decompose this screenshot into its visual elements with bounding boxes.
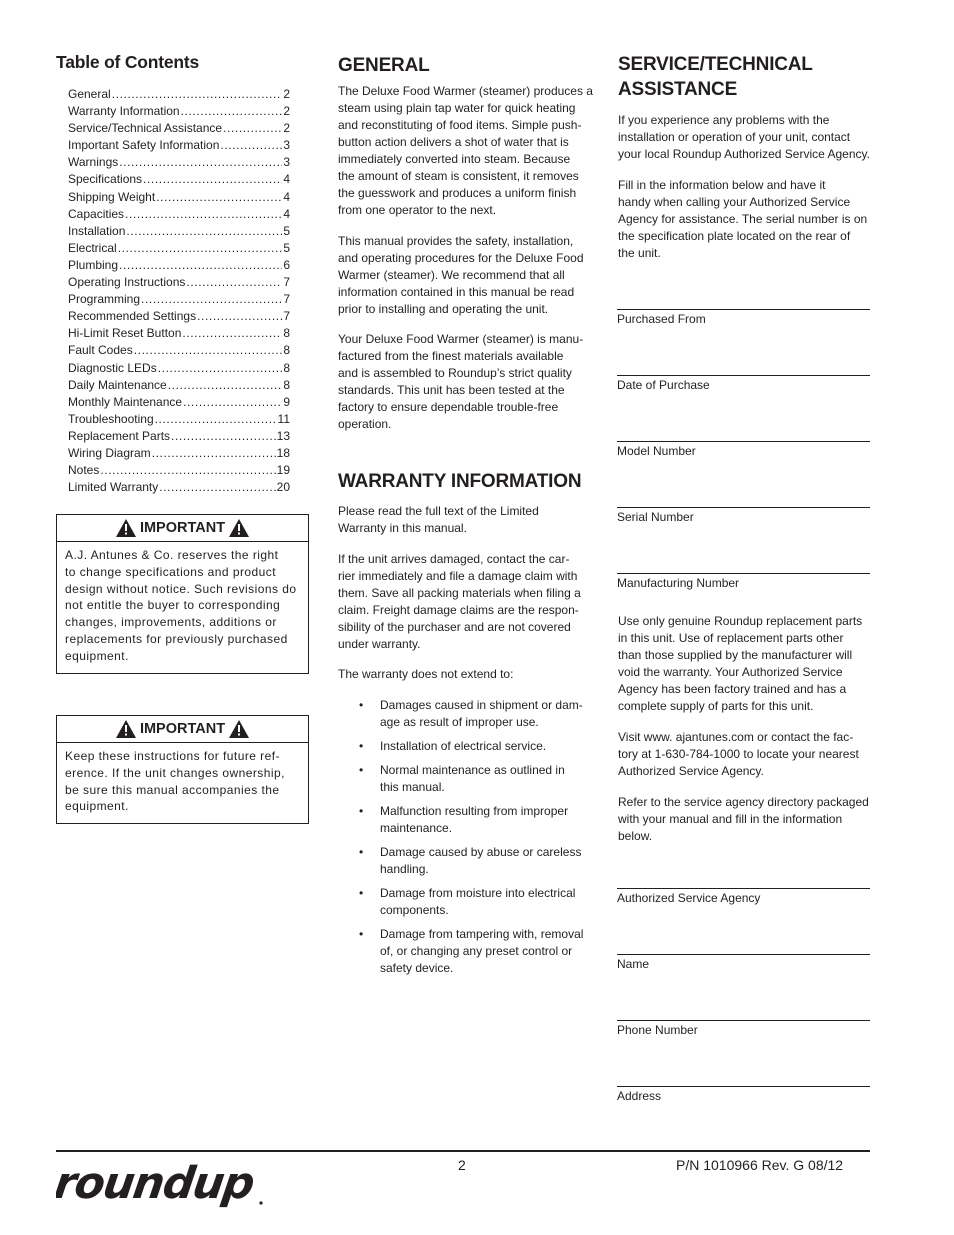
fill-in-field[interactable] — [617, 375, 870, 392]
toc-entry — [68, 325, 290, 342]
warranty-heading: WARRANTY INFORMATION — [338, 471, 582, 492]
fill-in-field[interactable] — [617, 1020, 870, 1037]
toc-leader-dots — [112, 86, 283, 103]
toc-leader-dots — [223, 120, 282, 137]
text-line: standards. This unit has been tested at the — [338, 383, 565, 397]
warranty-paragraph-2 — [338, 551, 581, 653]
field-label: Model Number — [617, 444, 696, 458]
list-item — [338, 697, 590, 731]
text-line: prior to installing and operating the unit. — [338, 302, 549, 316]
toc-leader-dots — [168, 377, 283, 394]
warning-icon — [229, 519, 249, 537]
text-line: • Damage from tampering with, removal — [380, 927, 584, 941]
text-line: to change specifications and product — [65, 564, 276, 579]
part-number: P/N 1010966 Rev. G 08/12 — [676, 1157, 844, 1173]
toc-entry-label: Diagnostic LEDs — [68, 360, 157, 375]
service-heading-line-1: SERVICE/TECHNICAL — [618, 54, 813, 75]
text-line: Warranty in this manual. — [338, 521, 467, 535]
toc-entry-label: Daily Maintenance — [68, 377, 167, 392]
general-paragraph-3 — [338, 331, 583, 433]
text-line: be sure this manual accompanies the — [65, 782, 280, 797]
toc-leader-dots — [158, 360, 283, 377]
toc-entry-page: 3 — [283, 138, 290, 153]
general-paragraph-2 — [338, 233, 584, 318]
toc-entry-label: Fault Codes — [68, 343, 133, 358]
warranty-paragraph-3 — [338, 666, 513, 683]
toc-leader-dots — [183, 394, 282, 411]
text-line: • Normal maintenance as outlined in — [380, 763, 565, 777]
toc-leader-dots — [126, 223, 282, 240]
toc-entry — [68, 377, 290, 394]
toc-entry-page: 11 — [277, 411, 290, 426]
toc-entry-page: 4 — [283, 206, 290, 221]
toc-leader-dots — [171, 428, 276, 445]
important-body — [57, 542, 308, 673]
service-paragraph-1 — [618, 112, 870, 163]
toc-entry-label: Notes — [68, 463, 100, 478]
text-line: information contained in this manual be read — [338, 285, 575, 299]
toc-entry-page: 20 — [276, 480, 290, 495]
toc-entry-label: Capacities — [68, 206, 125, 221]
text-line: • Malfunction resulting from improper — [380, 804, 569, 818]
toc-leader-dots — [186, 274, 282, 291]
toc-entry-label: General — [68, 87, 111, 101]
toc-entry-label: Warranty Information — [68, 104, 180, 119]
toc-entry-label: Installation — [68, 223, 126, 238]
text-line: erence. If the unit changes ownership, — [65, 765, 285, 780]
toc-entry-label: Warnings — [68, 155, 119, 170]
text-line: under warranty. — [338, 637, 421, 651]
toc-leader-dots — [182, 325, 282, 342]
fill-in-field[interactable] — [617, 309, 870, 326]
text-line: button action delivers a shot of water that is — [338, 135, 569, 149]
text-line: • Damage caused by abuse or careless — [380, 845, 582, 859]
warranty-paragraph-1 — [338, 503, 539, 537]
toc-entry-page: 8 — [283, 343, 290, 358]
text-line: the guesswork and produces a uniform finish — [338, 186, 577, 200]
text-line: changes, improvements, additions or — [65, 615, 277, 630]
toc-entry-label: Replacement Parts — [68, 428, 171, 443]
service-heading — [618, 52, 813, 102]
toc-title: Table of Contents — [56, 52, 200, 72]
field-label: Date of Purchase — [617, 378, 710, 392]
toc-entry-page: 2 — [283, 121, 290, 136]
text-line: tory at 1-630-784-1000 to locate your nearest — [618, 747, 859, 761]
toc-entry — [68, 360, 290, 377]
service-paragraph-2 — [618, 177, 867, 262]
toc-entry — [68, 86, 290, 103]
toc-entry-page: 3 — [283, 155, 290, 170]
text-line: void the warranty. Your Authorized Service — [618, 665, 843, 679]
text-line: equipment. — [65, 799, 129, 814]
text-line: immediately converted into steam. Because — [338, 152, 571, 166]
toc-entry-page: 8 — [283, 326, 290, 341]
toc-entry-label: Recommended Settings — [68, 309, 197, 324]
service-paragraph-4 — [618, 729, 859, 780]
important-heading: IMPORTANT — [139, 721, 226, 737]
list-item — [338, 762, 590, 796]
warning-icon — [116, 519, 136, 537]
text-line: installation or operation of your unit, contact — [618, 130, 851, 144]
text-line: and reconstituting of food items. Simple push- — [338, 118, 582, 132]
general-heading: GENERAL — [338, 55, 430, 76]
text-line: Visit www. ajantunes.com or contact the fac- — [618, 730, 854, 744]
text-line: Fill in the information below and have it — [618, 178, 826, 192]
toc-leader-dots — [156, 189, 282, 206]
general-paragraph-1 — [338, 83, 593, 219]
warning-icon — [116, 720, 136, 738]
fill-in-field[interactable] — [617, 1086, 870, 1103]
text-line: handling. — [380, 862, 429, 876]
toc-entry-label: Plumbing — [68, 257, 119, 272]
text-line: Agency for assistance. The serial number is on — [618, 212, 868, 226]
text-line: If you experience any problems with the — [618, 113, 830, 127]
toc-entry-page: 13 — [276, 428, 290, 443]
toc-entry — [68, 189, 290, 206]
field-label: Purchased From — [617, 312, 706, 326]
text-line: and operating procedures for the Deluxe Food — [338, 251, 584, 265]
text-line: • Damages caused in shipment or dam- — [380, 698, 583, 712]
field-label: Serial Number — [617, 510, 694, 524]
toc-entry — [68, 223, 290, 240]
toc-entry — [68, 291, 290, 308]
toc-entry-label: Important Safety Information — [68, 138, 220, 153]
toc-leader-dots — [155, 411, 277, 428]
list-item — [338, 926, 590, 977]
field-label: Manufacturing Number — [617, 576, 740, 590]
text-line: Warmer (steamer). We recommend that all — [338, 268, 565, 282]
toc-leader-dots — [134, 342, 283, 359]
toc-entry-page: 5 — [283, 240, 290, 255]
toc-entry-page: 8 — [283, 377, 290, 392]
text-line: The warranty does not extend to: — [338, 667, 514, 681]
service-paragraph-3 — [618, 613, 862, 715]
text-line: Authorized Service Agency. — [618, 764, 764, 778]
text-line: this manual. — [380, 780, 445, 794]
text-line: the amount of steam is consistent, it removes — [338, 169, 579, 183]
text-line: rier immediately and file a damage claim with — [338, 569, 578, 583]
important-body — [57, 743, 308, 823]
toc-entry-label: Shipping Weight — [68, 189, 156, 204]
page-number: 2 — [458, 1157, 466, 1173]
text-line: than those supplied by the manufacturer will — [618, 648, 853, 662]
text-line: in this unit. Use of replacement parts other — [618, 631, 844, 645]
important-notice-1 — [56, 514, 309, 674]
list-item — [338, 844, 590, 878]
text-line: Use only genuine Roundup replacement parts — [618, 614, 863, 628]
toc-leader-dots — [119, 257, 282, 274]
toc-entry-page: 18 — [276, 445, 290, 460]
service-paragraph-5 — [618, 794, 869, 845]
text-line: handy when calling your Authorized Service — [618, 195, 851, 209]
toc-entry-label: Programming — [68, 292, 141, 307]
text-line: claim. Freight damage claims are the respon- — [338, 603, 579, 617]
toc-entry — [68, 171, 290, 188]
field-label: Name — [617, 957, 650, 971]
important-header — [57, 515, 308, 542]
warning-icon — [229, 720, 249, 738]
text-line: Your Deluxe Food Warmer (steamer) is manu- — [338, 332, 584, 346]
toc-entry-label: Troubleshooting — [68, 411, 154, 426]
text-line: replacements for previously purchased — [65, 631, 288, 646]
text-line: The Deluxe Food Warmer (steamer) produces a — [338, 84, 593, 98]
toc-entry-page: 7 — [283, 309, 290, 324]
toc-entry-page: 7 — [283, 292, 290, 307]
toc-leader-dots — [181, 103, 283, 120]
toc-entry — [68, 257, 290, 274]
service-heading-line-2: ASSISTANCE — [618, 79, 738, 100]
toc-entry-label: Service/Technical Assistance — [68, 121, 223, 136]
text-line: factory to ensure dependable trouble-free — [338, 400, 559, 414]
toc-entry-page: 2 — [283, 104, 290, 119]
toc-entry-page: 4 — [283, 172, 290, 187]
text-line: the specification plate located on the rear of — [618, 229, 851, 243]
text-line: maintenance. — [380, 821, 453, 835]
toc-leader-dots — [119, 154, 282, 171]
toc-entry-label: Hi-Limit Reset Button — [68, 326, 182, 341]
toc-entry — [68, 342, 290, 359]
toc-entry — [68, 308, 290, 325]
toc-entry-page: 4 — [283, 189, 290, 204]
text-line: with your manual and fill in the information — [618, 812, 843, 826]
toc-entry-page: 7 — [283, 275, 290, 290]
list-item — [338, 803, 590, 837]
toc-entry-label: Specifications — [68, 172, 143, 187]
text-line: A.J. Antunes & Co. reserves the right — [65, 548, 279, 562]
toc-entry-page: 19 — [276, 463, 290, 478]
fill-in-field[interactable] — [617, 573, 870, 590]
toc-leader-dots — [141, 291, 282, 308]
toc-entry-label: Monthly Maintenance — [68, 394, 183, 409]
toc-leader-dots — [220, 137, 282, 154]
text-line: If the unit arrives damaged, contact the car- — [338, 552, 570, 566]
text-line: and is assembled to Roundup’s strict quality — [338, 366, 572, 380]
footer-rule — [56, 1150, 870, 1152]
text-line: • Installation of electrical service. — [380, 739, 547, 753]
text-line: age as result of improper use. — [380, 715, 539, 729]
text-line: not entitle the buyer to corresponding — [65, 598, 281, 613]
toc-entry — [68, 394, 290, 411]
text-line: components. — [380, 903, 449, 917]
text-line: equipment. — [65, 648, 129, 663]
toc-entry — [68, 462, 290, 479]
toc-entry — [68, 137, 290, 154]
text-line: Please read the full text of the Limited — [338, 504, 539, 518]
text-line: Agency has been factory trained and has a — [618, 682, 847, 696]
toc-entry-label: Operating Instructions — [68, 275, 186, 290]
text-line: This manual provides the safety, installation, — [338, 234, 574, 248]
toc-entry-page: 6 — [283, 257, 290, 272]
text-line: steam using plain tap water for quick heating — [338, 101, 576, 115]
toc-leader-dots — [197, 308, 282, 325]
toc-entry — [68, 103, 290, 120]
text-line: your local Roundup Authorized Service Agency. — [618, 147, 870, 161]
toc-entry-page: 5 — [283, 223, 290, 238]
table-of-contents — [68, 86, 290, 496]
list-item — [338, 738, 590, 755]
toc-entry-page: 9 — [283, 394, 290, 409]
text-line: of, or changing any preset control or — [380, 944, 573, 958]
list-item — [338, 885, 590, 919]
roundup-logo — [56, 1160, 288, 1213]
toc-entry — [68, 120, 290, 137]
toc-leader-dots — [152, 445, 276, 462]
fill-in-field[interactable] — [617, 954, 870, 971]
toc-leader-dots — [125, 206, 282, 223]
toc-entry-page: 2 — [283, 87, 290, 101]
text-line: them. Save all packing materials when filing a — [338, 586, 581, 600]
text-line: Keep these instructions for future ref- — [65, 749, 280, 763]
toc-entry — [68, 154, 290, 171]
svg-text:roundup: roundup — [56, 1160, 257, 1208]
toc-entry — [68, 206, 290, 223]
toc-entry — [68, 445, 290, 462]
toc-leader-dots — [159, 479, 275, 496]
text-line: the unit. — [618, 246, 661, 260]
text-line: Refer to the service agency directory packaged — [618, 795, 869, 809]
fill-in-field[interactable] — [617, 507, 870, 524]
toc-entry — [68, 411, 290, 428]
text-line: • Damage from moisture into electrical — [380, 886, 576, 900]
text-line: below. — [618, 829, 653, 843]
toc-entry-label: Electrical — [68, 240, 117, 255]
field-label: Phone Number — [617, 1023, 698, 1037]
text-line: from one operator to the next. — [338, 203, 497, 217]
toc-entry — [68, 240, 290, 257]
text-line: factured from the finest materials available — [338, 349, 564, 363]
toc-entry-label: Limited Warranty — [68, 480, 159, 495]
text-line: sibility of the purchaser and are not covered — [338, 620, 571, 634]
toc-entry-page: 8 — [283, 360, 290, 375]
text-line: safety device. — [380, 961, 454, 975]
toc-entry-label: Wiring Diagram — [68, 445, 151, 460]
warranty-exclusions-list — [338, 697, 590, 984]
important-heading: IMPORTANT — [139, 520, 226, 536]
toc-leader-dots — [118, 240, 283, 257]
toc-entry — [68, 428, 290, 445]
toc-entry — [68, 274, 290, 291]
text-line: design without notice. Such revisions do — [65, 581, 297, 596]
fill-in-field[interactable] — [617, 441, 870, 458]
fill-in-field[interactable] — [617, 888, 870, 905]
text-line: complete supply of parts for this unit. — [618, 699, 814, 713]
toc-leader-dots — [100, 462, 275, 479]
important-header — [57, 716, 308, 743]
toc-entry — [68, 479, 290, 496]
text-line: operation. — [338, 417, 392, 431]
important-notice-2 — [56, 715, 309, 824]
toc-leader-dots — [143, 171, 282, 188]
field-label: Authorized Service Agency — [617, 891, 761, 905]
field-label: Address — [617, 1089, 662, 1103]
